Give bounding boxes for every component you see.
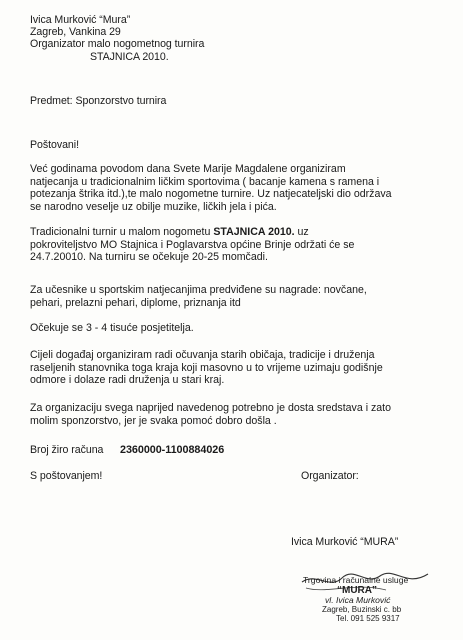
paragraph-1-line: natjecanja u tradicionalnim ličkim sportovima ( bacanje kamena s ramena i	[30, 175, 380, 188]
paragraph-4-line: Očekuje se 3 - 4 tisuće posjetitelja.	[30, 322, 194, 334]
paragraph-6-line: Za organizaciju svega naprijed navedenog potrebno je dosta sredstava i zato	[30, 402, 392, 414]
paragraph-2-line-3: 24.7.20010. Na turniru se očekuje 20-25 momčadi.	[30, 251, 268, 263]
stamp-line-2: “MURA”	[337, 585, 377, 596]
greeting: Poštovani!	[30, 139, 79, 151]
sender-role: Organizator malo nogometnog turnira	[30, 38, 205, 50]
paragraph-1-line: potezanja štrika itd.),te malo nogometne turnire. Uz natjecateljski dio održava	[30, 188, 392, 200]
subject-line: Predmet: Sponzorstvo turnira	[30, 95, 167, 107]
paragraph-5-line: Cijeli događaj organiziram radi očuvanja starih običaja, tradicije i druženja	[30, 349, 375, 361]
organizer-label: Organizator:	[301, 470, 359, 482]
signature-name: Ivica Murković “MURA”	[291, 536, 399, 548]
paragraph-1-line: Već godinama povodom dana Svete Marije Magdalene organiziram	[30, 163, 346, 175]
stamp-line-5: Tel. 091 525 9317	[336, 614, 400, 623]
tournament-name: STAJNICA 2010.	[213, 226, 295, 238]
paragraph-5-line: raseljenih stanovnika toga kraja koji masovno u to vrijeme uzimaju godišnje	[30, 361, 383, 374]
paragraph-3-line: pehari, prelazni pehari, diplome, priznanja itd	[30, 296, 241, 309]
paragraph-5	[30, 349, 450, 387]
paragraph-2-suffix: uz	[294, 226, 309, 238]
paragraph-6-line: molim sponzorstvo, jer je svaka pomoć dobro došla .	[30, 414, 277, 427]
stamp-line-4: Zagreb, Buzinski c. bb	[322, 605, 402, 614]
paragraph-2-line-2: pokroviteljstvo MO Stajnica i Poglavarstva općine Brinje održati će se	[30, 238, 355, 251]
sender-address: Zagreb, Vankina 29	[30, 26, 121, 38]
paragraph-3-line: Za učesnike u sportskim natjecanjima predviđene su nagrade: novčane,	[30, 284, 367, 296]
paragraph-1-line: se narodno veselje uz obilje muzike, ličkih jela i pića.	[30, 200, 277, 213]
paragraph-1	[30, 163, 450, 213]
closing: S poštovanjem!	[30, 470, 103, 482]
stamp-line-1: Trgovina i računalne usluge	[303, 575, 409, 585]
event-name: STAJNICA 2010.	[90, 51, 169, 63]
account-label: Broj žiro računa	[30, 444, 104, 456]
paragraph-4	[30, 322, 450, 335]
paragraph-2-line-1	[30, 226, 450, 239]
paragraph-2-prefix: Tradicionalni turnir u malom nogometu	[30, 226, 214, 238]
paragraph-5-line: odmore i dolaze radi druženja u stari kraj.	[30, 374, 225, 386]
account-number: 2360000-1100884026	[120, 444, 225, 456]
paragraph-3	[30, 284, 450, 309]
paragraph-6	[30, 402, 450, 427]
stamp-line-3: vl. Ivica Murković	[325, 595, 391, 605]
paragraph-2	[30, 226, 450, 264]
sender-name: Ivica Murković “Mura”	[30, 14, 131, 26]
